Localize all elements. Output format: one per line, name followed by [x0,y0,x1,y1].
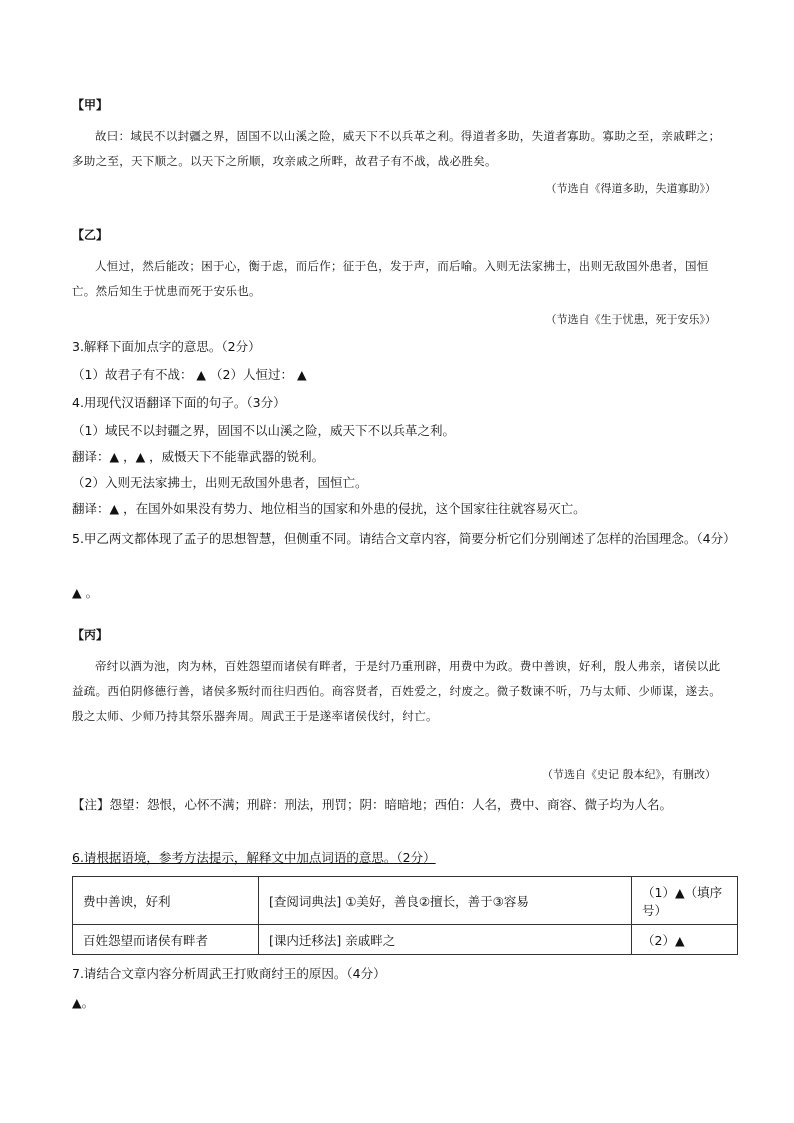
table-cell-method: [查阅词典法] ①美好，善良②擅长，善于③容易 [259,877,632,925]
question-7-stem: 7.请结合文章内容分析周武王打败商纣王的原因。（4分） [72,966,386,981]
question-5-stem: 5.甲乙两文都体现了孟子的思想智慧，但侧重不同。请结合文章内容，简要分析它们分别阐述了怎样的治国理念。（4分） [72,531,736,546]
section-bing-text: 帝纣以酒为池，肉为林，百姓怨望而诸侯有畔者，于是纣乃重刑辟，用费中为政。费中善谀，好利，殷人弗亲，诸侯以此益疏。西伯阴修德行善，诸侯多叛纣而往归西伯。商容贤者，百姓爱之，纣废之。微子数谏不听，乃与太师、少师谋，遂去。殷之太师、少师乃持其祭乐器奔周。周武王于是遂率诸侯伐纣，纣亡。 [72,659,721,723]
table-row [73,877,738,925]
question-5-answer: ▲ 。 [72,585,99,600]
question-4-stem: 4.用现代汉语翻译下面的句子。（3分） [72,395,286,410]
section-bing-source: （节选自《史记 殷本纪》，有删改） [542,768,716,781]
section-yi-header: 【乙】 [72,228,109,242]
table-cell-method: [课内迁移法] 亲戚畔之 [259,925,632,955]
section-jia-header: 【甲】 [72,98,109,112]
table-cell-phrase: 费中善谀，好利 [73,877,259,925]
annotation-note: 【注】怨望：怨恨，心怀不满；刑辟：刑法，刑罚；阴：暗暗地；西伯：人名，费中、商容、微子均为人名。 [72,797,673,812]
question-4-translation-2: 翻译：▲ ，在国外如果没有势力、地位相当的国家和外患的侵扰，这个国家往往就容易灭亡。 [72,501,586,516]
table-row [73,925,738,955]
section-bing-header: 【丙】 [72,628,109,642]
section-yi-source: （节选自《生于忧患，死于安乐》） [545,313,716,326]
question-4-translation-1: 翻译：▲ ，▲ ，威慑天下不能靠武器的锐利。 [72,449,325,464]
question-6-table [72,876,738,955]
table-cell-answer: （1）▲（填序号） [632,877,738,925]
question-4-sentence-2: （2）入则无法家拂士，出则无敌国外患者，国恒亡。 [72,475,368,490]
table-cell-answer: （2）▲ [632,925,738,955]
question-6-stem: 6.请根据语境，参考方法提示，解释文中加点词语的意思。（2分） [72,850,436,865]
section-jia-text: 故曰：域民不以封疆之界，固国不以山溪之险，威天下不以兵革之利。得道者多助，失道者寡助。寡助之至，亲戚畔之；多助之至，天下顺之。以天下之所顺，攻亲戚之所畔，故君子有不战，战必胜矣。 [72,129,721,168]
section-jia-source: （节选自《得道多助，失道寡助》） [545,182,716,195]
question-4-sentence-1: （1）域民不以封疆之界，固国不以山溪之险，威天下不以兵革之利。 [72,423,455,438]
question-3-line: （1）故君子有不战： ▲ （2）人恒过： ▲ [72,367,307,382]
section-yi-text: 人恒过，然后能改；困于心，衡于虑，而后作；征于色，发于声，而后喻。入则无法家拂士，出则无敌国外患者，国恒亡。然后知生于忧患而死于安乐也。 [72,259,709,298]
question-7-answer: ▲。 [72,995,95,1010]
question-3-stem: 3.解释下面加点字的意思。（2分） [72,339,261,354]
table-cell-phrase: 百姓怨望而诸侯有畔者 [73,925,259,955]
